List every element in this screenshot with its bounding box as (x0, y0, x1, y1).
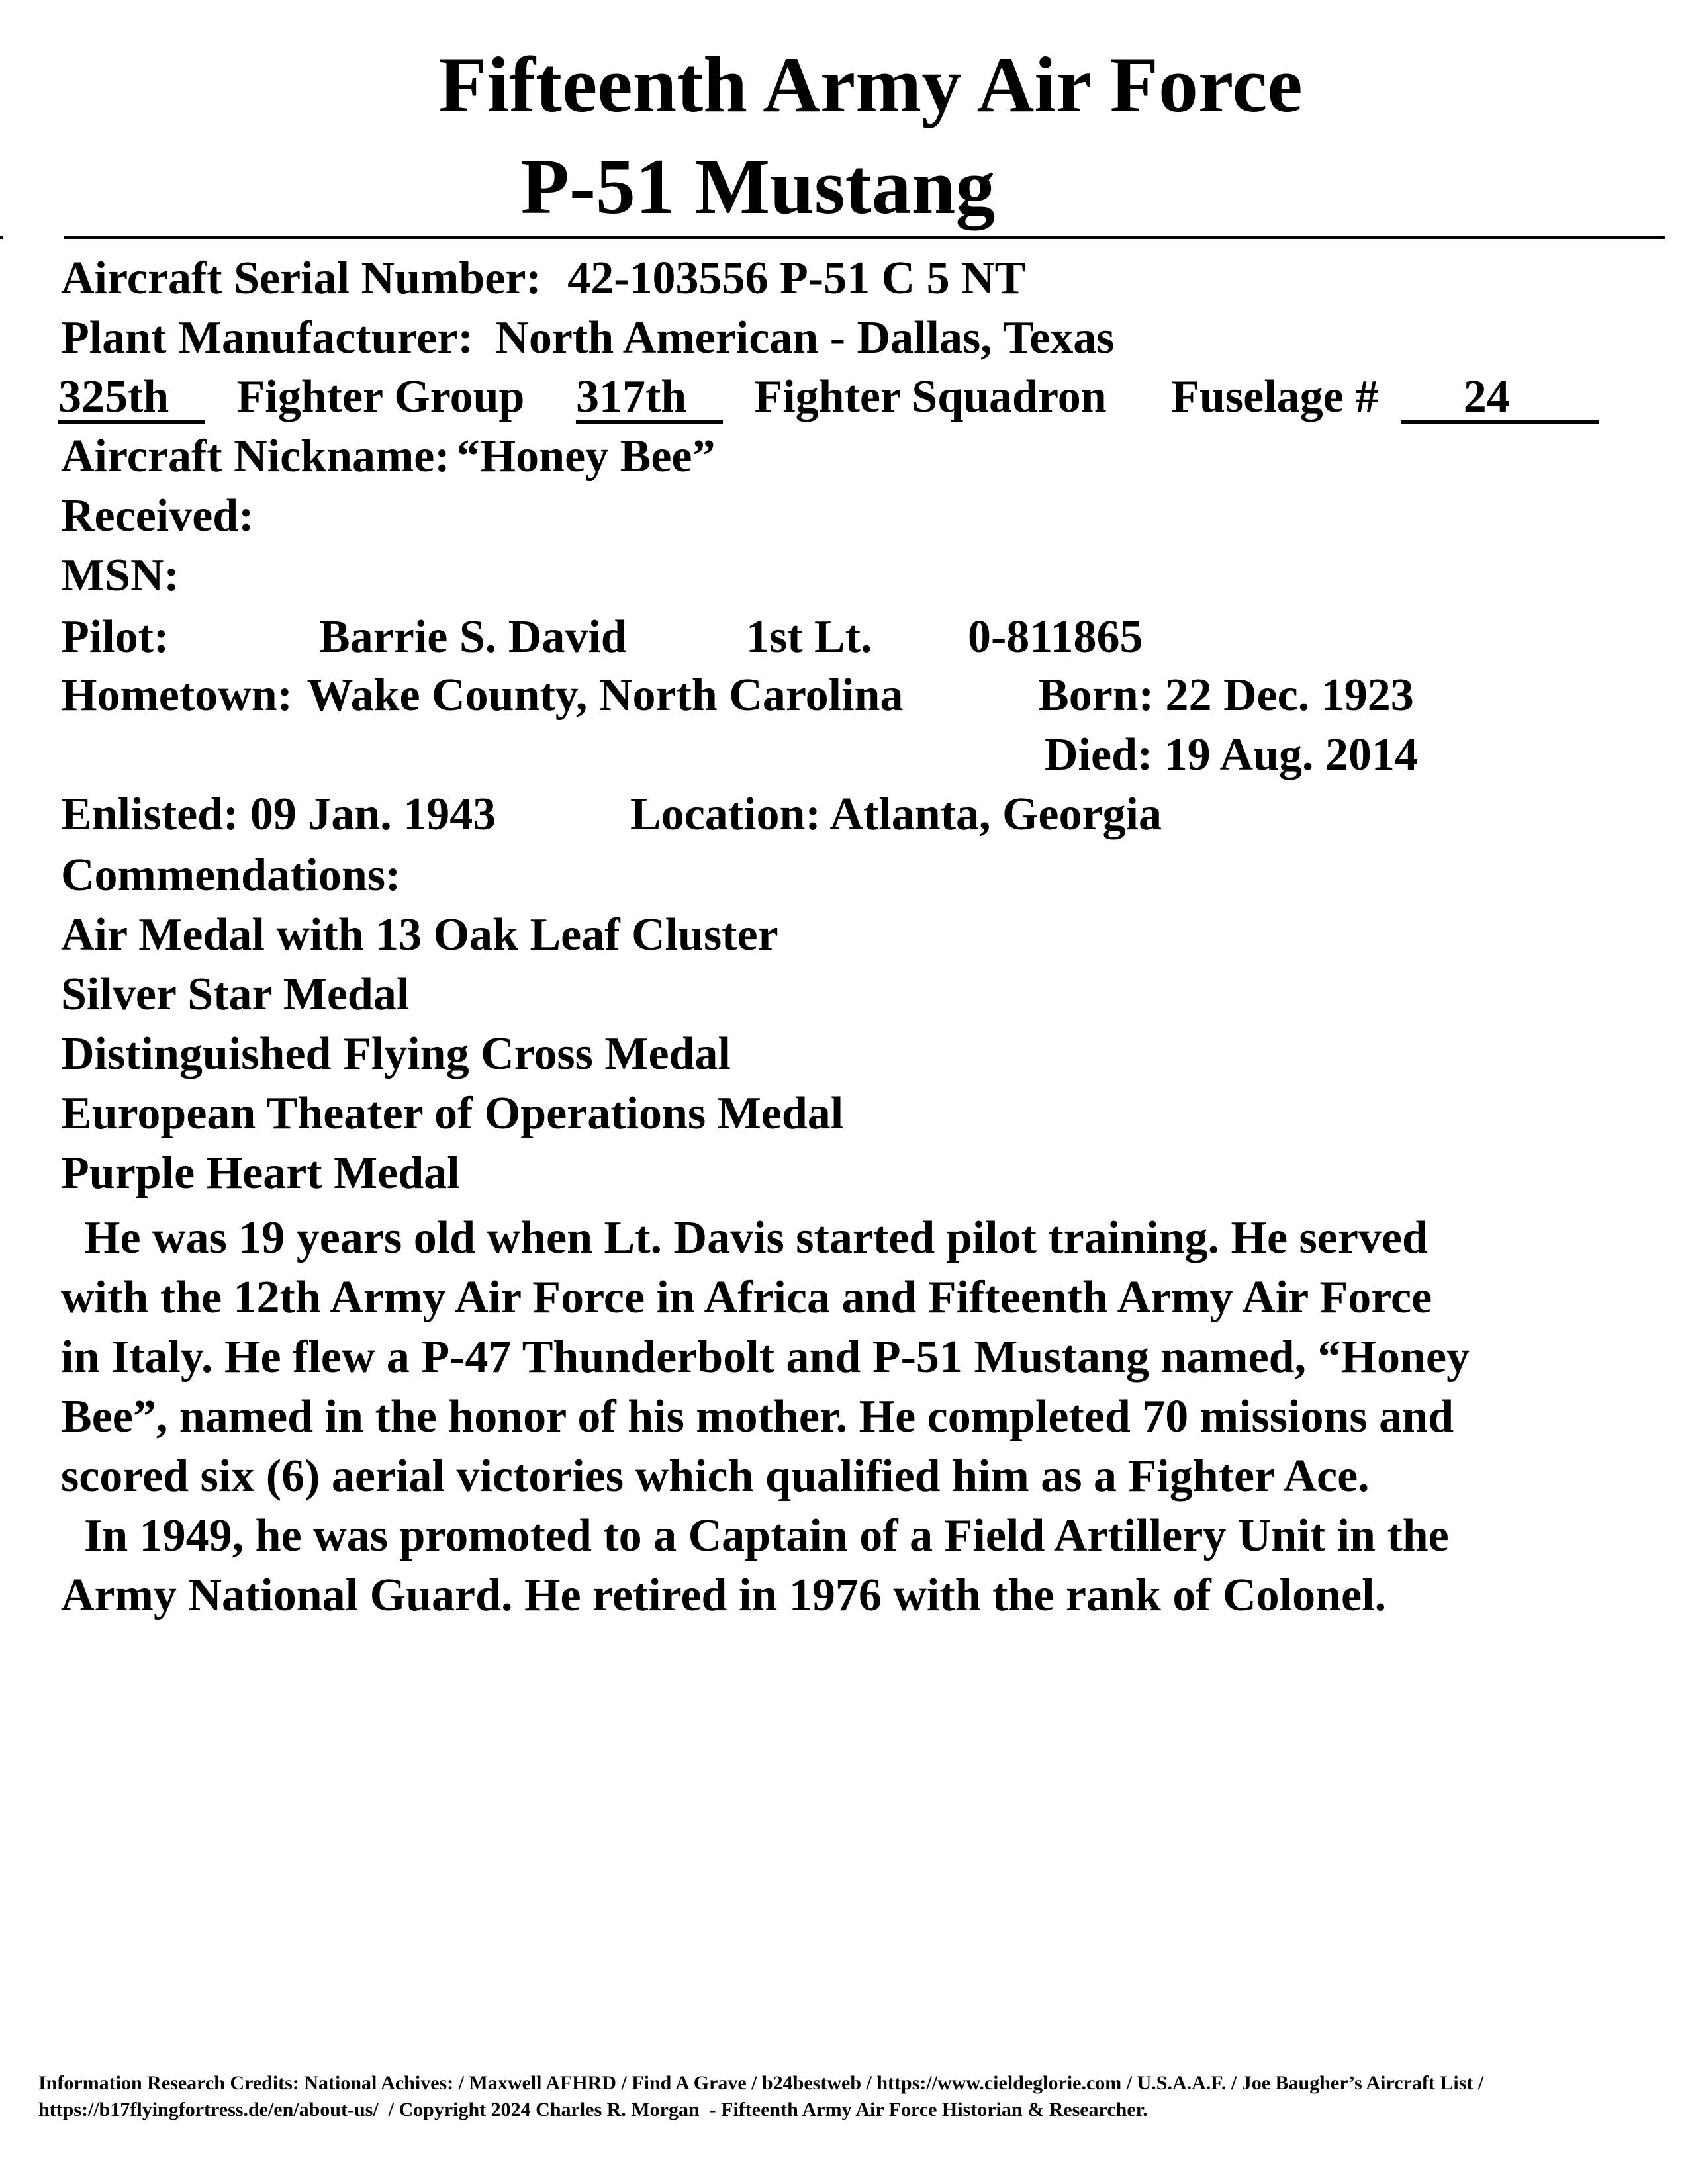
nickname-row (61, 433, 715, 480)
serial-number-row (61, 255, 1025, 302)
page-subtitle: P-51 Mustang (520, 142, 996, 230)
nickname-label: Aircraft Nickname: (61, 431, 450, 482)
msn-label: MSN: (61, 550, 179, 601)
group-value: 325th (58, 375, 205, 424)
commendation-item: Air Medal with 13 Oak Leaf Cluster (61, 909, 778, 960)
bio-line: Army National Guard. He retired in 1976 with the rank of Colonel. (61, 1570, 1387, 1621)
pilot-rank: 1st Lt. (746, 612, 872, 662)
bio-line: In 1949, he was promoted to a Captain of a Field Artillery Unit in the (61, 1510, 1449, 1561)
group-label: Fighter Group (236, 371, 525, 422)
commendation-item: Distinguished Flying Cross Medal (61, 1028, 731, 1079)
fuselage-value: 24 (1401, 375, 1599, 424)
manufacturer-row (61, 312, 1115, 363)
pilot-name: Barrie S. David (319, 612, 627, 662)
header-divider (64, 236, 1665, 239)
manufacturer-value: North American - Dallas, Texas (495, 312, 1115, 363)
pilot-label: Pilot: (61, 612, 169, 662)
bio-line: Bee”, named in the honor of his mother. He completed 70 missions and (61, 1391, 1454, 1442)
bio-line: He was 19 years old when Lt. Davis started pilot training. He served (61, 1212, 1428, 1263)
manufacturer-label: Plant Manufacturer: (61, 312, 473, 363)
received-label: Received: (61, 490, 254, 541)
enlisted-location: Location: Atlanta, Georgia (630, 789, 1162, 840)
serial-label: Aircraft Serial Number: (61, 253, 541, 304)
commendation-item: Purple Heart Medal (61, 1148, 460, 1199)
page-title: Fifteenth Army Air Force (438, 40, 1303, 128)
biography (61, 1208, 1650, 1625)
enlisted-row (61, 789, 1162, 840)
bio-line: in Italy. He flew a P-47 Thunderbolt and P-51 Mustang named, “Honey (61, 1332, 1470, 1383)
commendations-label: Commendations: (61, 850, 401, 901)
hometown-value: Wake County, North Carolina (306, 670, 904, 721)
bio-line: with the 12th Army Air Force in Africa and Fifteenth Army Air Force (61, 1272, 1432, 1323)
bio-line: scored six (6) aerial victories which qualified him as a Fighter Ace. (61, 1451, 1370, 1502)
research-credits (38, 2070, 1483, 2123)
commendation-item: European Theater of Operations Medal (61, 1088, 844, 1139)
unit-row (58, 371, 1599, 424)
died-date: Died: 19 Aug. 2014 (1045, 729, 1418, 780)
commendation-item: Silver Star Medal (61, 969, 410, 1020)
squadron-value: 317th (576, 375, 723, 424)
pilot-row (61, 614, 1143, 660)
born-date: Born: 22 Dec. 1923 (1038, 670, 1414, 721)
credits-line: Information Research Credits: National Achives: / Maxwell AFHRD / Find A Grave / b24bestweb / https://www.cieldeglorie.com / U.S.A.A.F. / Joe Baugher’s Aircraft List / (38, 2072, 1484, 2094)
squadron-label: Fighter Squadron (754, 371, 1107, 422)
credits-line: https://b17flyingfortress.de/en/about-us/ / Copyright 2024 Charles R. Morgan - Fifteenth Army Air Force Historian & Researcher. (38, 2099, 1148, 2120)
pilot-serial: 0-811865 (968, 612, 1143, 662)
serial-value: 42-103556 P-51 C 5 NT (567, 253, 1026, 304)
hometown-row (61, 672, 903, 719)
margin-mark (0, 236, 3, 239)
fuselage-label: Fuselage # (1171, 371, 1379, 422)
hometown-label: Hometown: (61, 670, 293, 721)
nickname-value: “Honey Bee” (456, 431, 716, 482)
enlisted-date: Enlisted: 09 Jan. 1943 (61, 789, 496, 840)
